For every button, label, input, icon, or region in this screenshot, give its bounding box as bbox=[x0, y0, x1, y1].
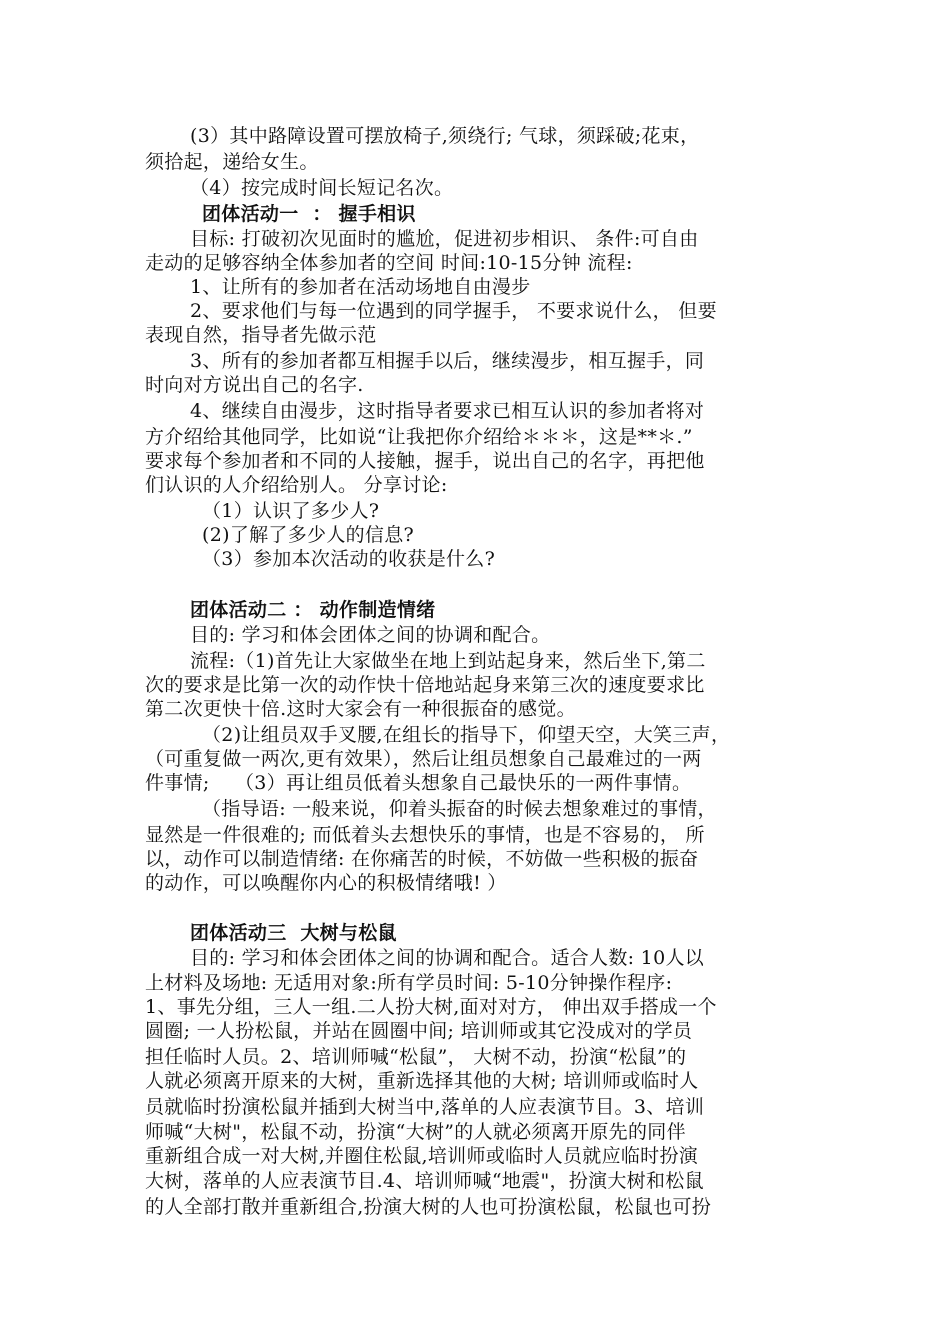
text-line: 走动的足够容纳全体参加者的空间 时间:10-15分钟 流程: bbox=[145, 252, 633, 274]
text-line: 次的要求是比第一次的动作快十倍地站起身来第三次的速度要求比 bbox=[145, 674, 705, 696]
text-line: 目标: 打破初次见面时的尴尬，促进初步相识、 条件:可自由 bbox=[190, 228, 699, 250]
text-line: 师喊“大树"，松鼠不动，扮演“大树”的人就必须离开原先的同伴 bbox=[145, 1121, 686, 1143]
text-line: 1、让所有的参加者在活动场地自由漫步 bbox=[190, 276, 531, 298]
text-line: （4）按完成时间长短记名次。 bbox=[190, 177, 454, 199]
text-line: 上材料及场地: 无适用对象:所有学员时间: 5-10分钟操作程序: bbox=[145, 972, 673, 994]
section-heading: 团体活动二 ： 动作制造情绪 bbox=[190, 599, 436, 621]
text-line: 的动作，可以唤醒你内心的积极情绪哦! ） bbox=[145, 872, 507, 894]
text-line: 4、继续自由漫步，这时指导者要求已相互认识的参加者将对 bbox=[190, 400, 705, 422]
text-line: 2、要求他们与每一位遇到的同学握手， 不要求说什么， 但要 bbox=[190, 300, 717, 322]
text-line: 以，动作可以制造情绪: 在你痛苦的时候，不妨做一些积极的振奋 bbox=[145, 848, 699, 870]
section-heading: 团体活动三 大树与松鼠 bbox=[190, 922, 397, 944]
text-line: 担任临时人员。2、培训师喊“松鼠”， 大树不动，扮演“松鼠”的 bbox=[145, 1046, 687, 1068]
text-line: 1、事先分组，三人一组.二人扮大树,面对对方， 伸出双手搭成一个 bbox=[145, 996, 717, 1018]
text-line: （1）认识了多少人? bbox=[202, 500, 380, 522]
text-line: 大树，落单的人应表演节目.4、培训师喊“地震"，扮演大树和松鼠 bbox=[145, 1170, 704, 1192]
text-line: 方介绍给其他同学，比如说“让我把你介绍给＊＊＊，这是**＊.” bbox=[145, 426, 693, 448]
text-line: 件事情; （3）再让组员低着头想象自己最快乐的一两件事情。 bbox=[145, 772, 692, 794]
text-line: (3）其中路障设置可摆放椅子,须绕行; 气球，须踩破;花束， bbox=[190, 125, 700, 147]
text-line: 圆圈; 一人扮松鼠，并站在圆圈中间; 培训师或其它没成对的学员 bbox=[145, 1020, 693, 1042]
text-line: 重新组合成一对大树,并圈住松鼠,培训师或临时人员就应临时扮演 bbox=[145, 1145, 699, 1167]
section-heading: 团体活动一 ： 握手相识 bbox=[202, 203, 416, 225]
text-line: 显然是一件很难的; 而低着头去想快乐的事情，也是不容易的， 所 bbox=[145, 824, 705, 846]
text-line: (2)了解了多少人的信息? bbox=[202, 524, 415, 546]
text-line: 要求每个参加者和不同的人接触，握手，说出自己的名字，再把他 bbox=[145, 450, 705, 472]
text-line: 的人全部打散并重新组合,扮演大树的人也可扮演松鼠，松鼠也可扮 bbox=[145, 1196, 712, 1218]
text-line: 3、所有的参加者都互相握手以后，继续漫步，相互握手，同 bbox=[190, 350, 705, 372]
text-line: 员就临时扮演松鼠并插到大树当中,落单的人应表演节目。3、培训 bbox=[145, 1096, 705, 1118]
text-line: （2)让组员双手叉腰,在组长的指导下，仰望天空，大笑三声， bbox=[202, 724, 731, 746]
text-line: 目的: 学习和体会团体之间的协调和配合。适合人数: 10人以 bbox=[190, 947, 705, 969]
text-line: 们认识的人介绍给别人。 分享讨论: bbox=[145, 474, 448, 496]
text-line: 表现自然，指导者先做示范 bbox=[145, 324, 377, 346]
text-line: （可重复做一两次,更有效果），然后让组员想象自己最难过的一两 bbox=[145, 748, 702, 770]
text-line: 须拾起，递给女生。 bbox=[145, 151, 319, 173]
text-line: （3）参加本次活动的收获是什么? bbox=[202, 548, 496, 570]
text-line: （指导语: 一般来说，仰着头振奋的时候去想象难过的事情， bbox=[202, 798, 717, 820]
text-line: 目的: 学习和体会团体之间的协调和配合。 bbox=[190, 624, 551, 646]
text-line: 人就必须离开原来的大树，重新选择其他的大树; 培训师或临时人 bbox=[145, 1070, 699, 1092]
text-line: 时向对方说出自己的名字. bbox=[145, 374, 364, 396]
text-line: 流程:（1)首先让大家做坐在地上到站起身来，然后坐下,第二 bbox=[190, 650, 706, 672]
text-line: 第二次更快十倍.这时大家会有一种很振奋的感觉。 bbox=[145, 698, 576, 720]
